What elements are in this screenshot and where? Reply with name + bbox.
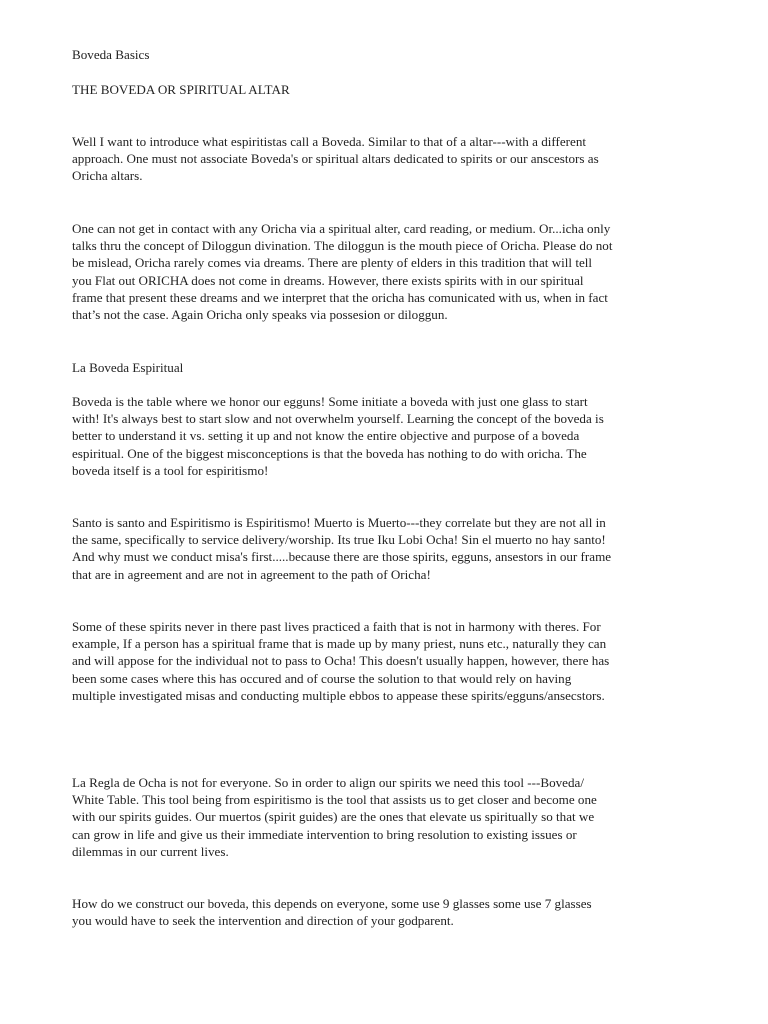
paragraph-line: better to understand it vs. setting it up and not know the entire objective and purpose of a boveda — [72, 428, 580, 444]
paragraph-line: with! It's always best to start slow and not overwhelm yourself. Learning the concept of the boveda is — [72, 411, 604, 427]
paragraph-line: boveda itself is a tool for espiritismo! — [72, 462, 269, 478]
paragraph-line: can grow in life and give us their immediate intervention to bring resolution to existing issues or — [72, 826, 577, 842]
paragraph-line: espiritual. One of the biggest misconceptions is that the boveda has nothing to do with oricha. The — [72, 445, 587, 461]
paragraph-line: frame that present these dreams and we interpret that the oricha has comunicated with us, when in fact — [72, 289, 608, 305]
paragraph-line: How do we construct our boveda, this depends on everyone, some use 9 glasses some use 7 glasses — [72, 896, 592, 911]
paragraph-line: approach. One must not associate Boveda's or spiritual altars dedicated to spirits or our anscestors as — [72, 151, 599, 167]
paragraph-line: with our spirits guides. Our muertos (spirit guides) are the ones that elevate us spiritually so that we — [72, 809, 595, 825]
paragraph-line: Well I want to introduce what espiritistas call a Boveda. Similar to that of a altar---with a different — [72, 134, 587, 149]
paragraph-line: you Flat out ORICHA does not come in dreams. However, there exists spirits with in our spiritual — [72, 272, 584, 288]
regla-paragraph — [72, 774, 712, 860]
paragraph-line: Boveda is the table where we honor our egguns! Some initiate a boveda with just one glass to start — [72, 394, 588, 409]
paragraph-line: you would have to seek the intervention and direction of your godparent. — [72, 913, 454, 929]
santo-paragraph — [72, 514, 712, 583]
paragraph-line: the same, specifically to service delivery/worship. Its true Iku Lobi Ocha! Sin el muerto no hay santo! — [72, 532, 606, 548]
paragraph-line: Santo is santo and Espiritismo is Espiritismo! Muerto is Muerto---they correlate but they are not all in — [72, 515, 606, 530]
spirits-paragraph — [72, 618, 712, 704]
paragraph-line: Oricha altars. — [72, 168, 143, 184]
section-heading: La Boveda Espiritual — [72, 360, 184, 375]
paragraph-line: La Regla de Ocha is not for everyone. So in order to align our spirits we need this tool ---Boveda/ — [72, 775, 584, 790]
paragraph-line: that are in agreement and are not in agreement to the path of Oricha! — [72, 566, 431, 582]
paragraph-line: be mislead, Oricha rarely comes via dreams. There are plenty of elders in this tradition that will tell — [72, 255, 593, 271]
oricha-paragraph — [72, 220, 712, 323]
construct-paragraph — [72, 895, 712, 929]
paragraph-line: and will appose for the individual not to pass to Ocha! This doesn't usually happen, however, there has — [72, 653, 610, 669]
paragraph-line: that’s not the case. Again Oricha only speaks via possesion or diloggun. — [72, 307, 448, 323]
document-title: THE BOVEDA OR SPIRITUAL ALTAR — [72, 82, 290, 97]
paragraph-line: And why must we conduct misa's first.....because there are those spirits, egguns, ansestors in our frame — [72, 549, 612, 565]
paragraph-line: One can not get in contact with any Oricha via a spiritual alter, card reading, or medium. Or...icha only — [72, 221, 611, 236]
boveda-paragraph — [72, 393, 712, 479]
intro-paragraph — [72, 133, 712, 185]
paragraph-line: example, If a person has a spiritual frame that is made up by many priest, nuns etc., naturally they can — [72, 636, 607, 652]
paragraph-line: talks thru the concept of Diloggun divination. The diloggun is the mouth piece of Oricha. Please do not — [72, 238, 613, 254]
paragraph-line: multiple investigated misas and conducting multiple ebbos to appease these spirits/egguns/ansecstors. — [72, 687, 605, 703]
paragraph-line: Some of these spirits never in there past lives practiced a faith that is not in harmony with theres. For — [72, 619, 601, 634]
paragraph-line: White Table. This tool being from espiritismo is the tool that assists us to get closer and become one — [72, 792, 597, 808]
paragraph-line: been some cases where this has occured and of course the solution to that would rely on having — [72, 670, 572, 686]
document-heading: Boveda Basics — [72, 47, 150, 62]
paragraph-line: dilemmas in our current lives. — [72, 843, 229, 859]
